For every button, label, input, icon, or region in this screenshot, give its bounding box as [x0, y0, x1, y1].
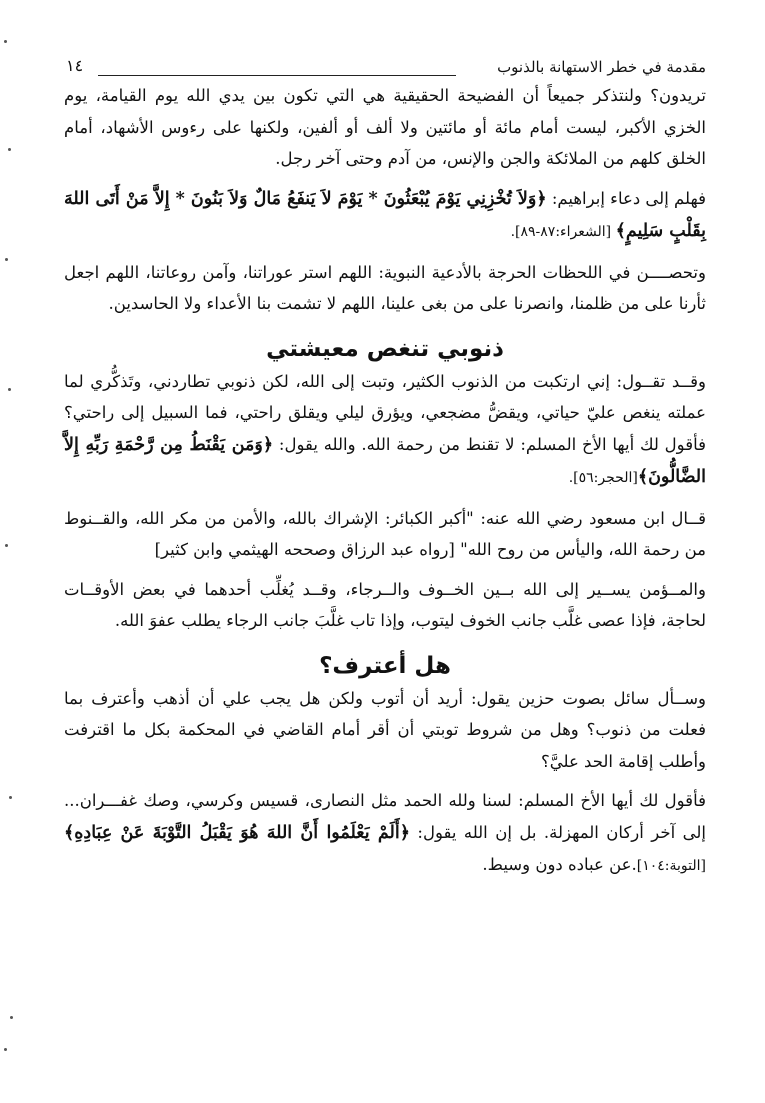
scan-speck: [4, 40, 7, 43]
running-header: [64, 50, 706, 80]
scan-speck: [5, 544, 8, 547]
quran-verse: ﴿وَلاَ تُخْزِنِي يَوْمَ يُبْعَثُونَ * يَوْمَ لاَ يَنفَعُ مَالٌ وَلاَ بَنُونَ * إِلاَّ مَنْ أَتَى اللهَ بِقَلْبٍ سَلِيمٍ﴾: [64, 188, 706, 241]
paragraph: تريدون؟ ولنتذكر جميعاً أن الفضيحة الحقيقية هي التي تكون بين يدي الله يوم القيامة، يوم الخزي الأكبر، ليست أمام مائة أو مائتين ولا ألف أو ألفين، ولكنها على رءوس الأشهاد، أمام الخلق كلهم من الملائكة والجن والإنس، من آدم وحتى آخر رجل.: [64, 86, 706, 168]
paragraph: قــال ابن مسعود رضي الله عنه: "أكبر الكبائر: الإشراك بالله، والأمن من مكر الله، والقــنوط من رحمة الله، واليأس من روح الله" [رواه عبد الرزاق وصححه الهيثمي وابن كثير]: [64, 508, 706, 559]
section-heading: هل أعترف؟: [319, 652, 451, 679]
section-heading: ذنوبي تنغص معيشتي: [266, 335, 504, 362]
verse-citation: [التوبة:١٠٤]: [636, 858, 706, 874]
scan-speck: [9, 796, 12, 799]
page-number: ١٤: [66, 56, 84, 75]
verse-citation: [الحجر:٥٦].: [568, 470, 638, 486]
paragraph-text: .عن عباده دون وسيط.: [482, 855, 637, 874]
book-page: [64, 50, 706, 1090]
paragraph-text: فأقول لك أيها الأخ المسلم: لسنا ولله الحمد مثل النصارى، قسيس وكرسي، وصك غفـــران... إلى آخر أركان المهزلة. بل إن الله يقول:: [64, 791, 706, 842]
quran-verse: ﴿وَمَن يَقْنَطُ مِن رَّحْمَةِ رَبِّهِ إِلاَّ الضَّالُّونَ﴾: [64, 434, 706, 487]
scan-speck: [4, 1048, 7, 1051]
paragraph: [64, 366, 706, 495]
running-title: مقدمة في خطر الاستهانة بالذنوب: [497, 58, 706, 76]
scan-speck: [8, 388, 11, 391]
scan-speck: [10, 1016, 13, 1019]
header-rule: [98, 75, 456, 76]
scan-speck: [8, 148, 11, 151]
quran-verse: ﴿أَلَمْ يَعْلَمُوا أَنَّ اللهَ هُوَ يَقْبَلُ التَّوْبَةَ عَنْ عِبَادِهِ﴾: [64, 822, 410, 843]
paragraph-text: وقــد تقــول: إني ارتكبت من الذنوب الكثير، وتبت إلى الله، لكن ذنوبي تطاردني، وتَذكُّري لما عملته ينغص عليّ حياتي، ويقضُّ مضجعي، ويؤرق ليلي ويقلق راحتي، فما السبيل إلى راحتي؟ فأقول لك أيها الأخ المسلم: لا تقنط من رحمة الله. والله يقول:: [64, 371, 706, 454]
verse-citation: [الشعراء:٨٧-٨٩].: [510, 224, 616, 240]
paragraph: وســأل سائل بصوت حزين يقول: أريد أن أتوب ولكن هل يجب علي أن أذهب وأعترف بما فعلت من ذنوب؟ وهل من شروط توبتي أن أقر أمام القاضي في المحكمة بكل ما اقترفت وأطلب إقامة الحد عليَّ؟: [64, 688, 706, 771]
paragraph: والمــؤمن يســير إلى الله بــين الخــوف والــرجاء، وقــد يُغلِّب أحدهما في بعض الأوقــات لحاجة، فإذا عصى غلَّب جانب الخوف ليتوب، وإذا تاب غلَّبَ جانب الرجاء يطلب عفوَ الله.: [64, 579, 706, 630]
paragraph: [64, 183, 706, 249]
paragraph: وتحصــــن في اللحظات الحرجة بالأدعية النبوية: اللهم استر عوراتنا، وآمن روعاتنا، اللهم اجعل ثأرنا على من ظلمنا، وانصرنا على من بغى علينا، اللهم لا تشمت بنا الأعداء ولا الحاسدين.: [64, 262, 706, 313]
scan-speck: [5, 258, 8, 261]
paragraph: [64, 785, 706, 883]
paragraph-text: فهلم إلى دعاء إبراهيم:: [546, 188, 706, 208]
